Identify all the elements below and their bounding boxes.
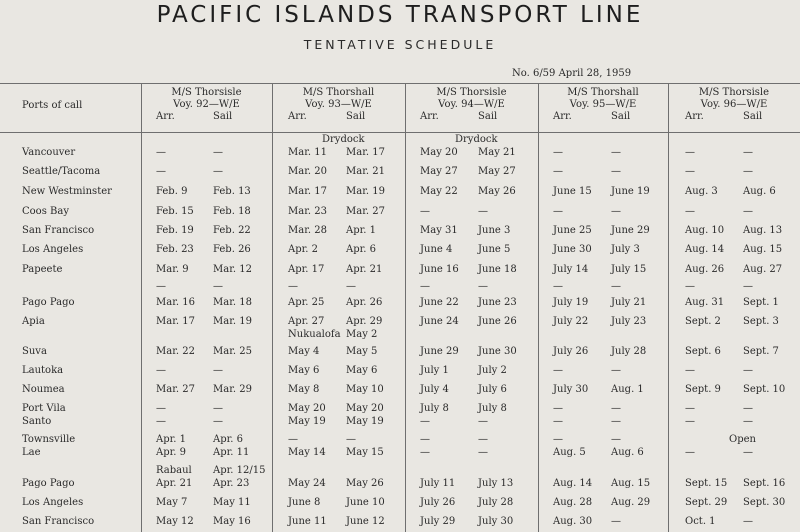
port-name: Townsville [22, 434, 76, 445]
sail-date: July 28 [478, 497, 514, 508]
arrival-date: July 4 [420, 384, 449, 395]
sail-date: Sept. 16 [743, 478, 786, 489]
arrival-date: Nukualofa [288, 329, 341, 340]
arrival-date: — [156, 403, 166, 414]
column-divider [272, 83, 273, 532]
sail-date: Aug. 15 [611, 478, 651, 489]
arrival-date: Mar. 23 [288, 206, 327, 217]
voyage-number: Voy. 92—W/E [173, 99, 240, 110]
sail-date: — [743, 147, 753, 158]
drydock-note: Drydock [322, 134, 365, 145]
sail-date: — [611, 281, 621, 292]
port-name: Suva [22, 346, 47, 357]
sail-date: June 3 [478, 225, 511, 236]
arrival-date: June 16 [420, 264, 459, 275]
drydock-note: Drydock [455, 134, 498, 145]
sail-date: July 23 [611, 316, 647, 327]
arrival-date: May 8 [288, 384, 320, 395]
sail-date: — [611, 166, 621, 177]
sail-date: Apr. 1 [346, 225, 377, 236]
arrival-date: July 26 [420, 497, 456, 508]
arrival-date: — [420, 206, 430, 217]
sail-date: Mar. 21 [346, 166, 385, 177]
sail-column-header: Sail [346, 111, 366, 122]
column-divider [141, 83, 142, 532]
arrival-date: July 22 [553, 316, 589, 327]
arrival-date: May 20 [420, 147, 458, 158]
port-name: Lautoka [22, 365, 64, 376]
sail-date: May 16 [213, 516, 251, 527]
table-top-rule [0, 83, 800, 84]
arrival-date: — [420, 434, 430, 445]
sail-date: Sept. 7 [743, 346, 779, 357]
voyage-number: Voy. 93—W/E [305, 99, 372, 110]
arrival-date: Mar. 11 [288, 147, 327, 158]
document-title: PACIFIC ISLANDS TRANSPORT LINE [156, 2, 644, 28]
sail-date: — [743, 281, 753, 292]
arrival-date: June 15 [553, 186, 592, 197]
sail-date: July 13 [478, 478, 514, 489]
sail-date: Aug. 29 [611, 497, 651, 508]
arrival-date: — [685, 281, 695, 292]
port-name: San Francisco [22, 516, 95, 527]
sail-date: June 18 [478, 264, 517, 275]
sail-column-header: Sail [743, 111, 763, 122]
port-name: San Francisco [22, 225, 95, 236]
port-name: Coos Bay [22, 206, 69, 217]
sail-date: — [478, 206, 488, 217]
port-name: Seattle/Tacoma [22, 166, 101, 177]
arrival-date: — [685, 447, 695, 458]
arrival-date: Sept. 9 [685, 384, 721, 395]
sail-date: Apr. 12/15 [213, 465, 266, 476]
arrival-date: — [288, 434, 298, 445]
arrival-date: — [288, 281, 298, 292]
arrival-date: May 22 [420, 186, 458, 197]
arrival-date: June 25 [553, 225, 592, 236]
sail-date: — [611, 434, 621, 445]
arrival-date: July 29 [420, 516, 456, 527]
port-name: Papeete [22, 264, 63, 275]
sail-date: May 6 [346, 365, 378, 376]
arrival-date: — [156, 281, 166, 292]
sail-date: — [346, 281, 356, 292]
sail-date: June 29 [611, 225, 650, 236]
voyage-ship-name: M/S Thorsisle [698, 87, 770, 98]
sail-date: July 30 [478, 516, 514, 527]
sail-date: July 3 [611, 244, 640, 255]
sail-date: June 19 [611, 186, 650, 197]
arrival-column-header: Arr. [288, 111, 307, 122]
sail-date: — [743, 516, 753, 527]
sail-date: Aug. 6 [743, 186, 776, 197]
voyage-ship-name: M/S Thorsisle [436, 87, 507, 98]
sail-date: Apr. 29 [346, 316, 383, 327]
arrival-date: Sept. 2 [685, 316, 721, 327]
sail-date: — [213, 403, 223, 414]
arrival-date: — [553, 206, 563, 217]
arrival-date: Feb. 23 [156, 244, 194, 255]
arrival-date: Feb. 15 [156, 206, 194, 217]
port-name: Los Angeles [22, 244, 84, 255]
sail-date: May 5 [346, 346, 378, 357]
port-name: Port Vila [22, 403, 66, 414]
arrival-date: May 4 [288, 346, 320, 357]
arrival-date: June 24 [420, 316, 459, 327]
sail-date: — [611, 365, 621, 376]
sail-date: July 2 [478, 365, 507, 376]
arrival-date: — [420, 416, 430, 427]
sail-date: Feb. 22 [213, 225, 251, 236]
sail-date: Apr. 6 [213, 434, 244, 445]
voyage-ship-name: M/S Thorshall [567, 87, 639, 98]
arrival-date: July 26 [553, 346, 589, 357]
sail-date: — [611, 516, 621, 527]
header-bottom-rule [0, 132, 800, 133]
arrival-date: June 29 [420, 346, 459, 357]
arrival-date: Apr. 27 [288, 316, 325, 327]
arrival-date: Aug. 14 [553, 478, 593, 489]
arrival-date: — [156, 365, 166, 376]
sail-date: — [611, 403, 621, 414]
port-name: Los Angeles [22, 497, 84, 508]
arrival-date: Aug. 31 [685, 297, 725, 308]
arrival-date: May 7 [156, 497, 188, 508]
arrival-date: — [553, 403, 563, 414]
voyage-number: Voy. 94—W/E [438, 99, 505, 110]
arrival-date: Apr. 17 [288, 264, 325, 275]
sail-date: May 20 [346, 403, 384, 414]
sail-date: Aug. 27 [743, 264, 783, 275]
arrival-date: May 6 [288, 365, 320, 376]
arrival-date: — [420, 281, 430, 292]
reference-number: No. 6/59 April 28, 1959 [512, 68, 632, 79]
sail-date: — [213, 166, 223, 177]
port-name: New Westminster [22, 186, 112, 197]
sail-date: Apr. 26 [346, 297, 383, 308]
arrival-date: Sept. 29 [685, 497, 728, 508]
arrival-date: Sept. 15 [685, 478, 728, 489]
sail-date: Mar. 12 [213, 264, 252, 275]
port-name: Apia [22, 316, 45, 327]
arrival-date: — [553, 365, 563, 376]
arrival-date: June 4 [420, 244, 453, 255]
sail-date: Feb. 13 [213, 186, 251, 197]
arrival-date: Oct. 1 [685, 516, 716, 527]
sail-date: May 15 [346, 447, 384, 458]
sail-date: Mar. 17 [346, 147, 385, 158]
sail-date: May 26 [478, 186, 516, 197]
sail-date: Aug. 1 [611, 384, 644, 395]
port-name: Pago Pago [22, 297, 75, 308]
arrival-date: Rabaul [156, 465, 192, 476]
sail-date: — [743, 365, 753, 376]
ports-column-header: Ports of call [22, 100, 83, 111]
arrival-date: — [156, 147, 166, 158]
sail-date: June 12 [346, 516, 385, 527]
open-note: Open [729, 434, 756, 445]
arrival-date: Feb. 9 [156, 186, 188, 197]
sail-date: — [743, 206, 753, 217]
arrival-date: — [685, 403, 695, 414]
arrival-date: Aug. 28 [553, 497, 593, 508]
voyage-ship-name: M/S Thorshall [302, 87, 375, 98]
sail-date: — [611, 416, 621, 427]
sail-date: — [213, 365, 223, 376]
arrival-date: — [156, 416, 166, 427]
arrival-date: June 8 [288, 497, 321, 508]
arrival-date: Apr. 1 [156, 434, 187, 445]
arrival-date: May 27 [420, 166, 458, 177]
arrival-date: May 31 [420, 225, 458, 236]
arrival-date: July 11 [420, 478, 456, 489]
sail-date: Sept. 1 [743, 297, 779, 308]
arrival-date: Mar. 17 [156, 316, 195, 327]
arrival-date: — [685, 365, 695, 376]
arrival-date: — [553, 434, 563, 445]
sail-date: — [743, 447, 753, 458]
column-divider [405, 83, 406, 532]
sail-date: — [743, 416, 753, 427]
sail-date: Mar. 19 [213, 316, 252, 327]
sail-column-header: Sail [611, 111, 631, 122]
voyage-ship-name: M/S Thorsisle [171, 87, 242, 98]
sail-date: Apr. 11 [213, 447, 250, 458]
sail-date: — [346, 434, 356, 445]
sail-date: May 27 [478, 166, 516, 177]
sail-date: — [478, 434, 488, 445]
arrival-date: Sept. 6 [685, 346, 721, 357]
sail-date: July 28 [611, 346, 647, 357]
sail-date: Mar. 27 [346, 206, 385, 217]
arrival-date: Feb. 19 [156, 225, 194, 236]
arrival-date: — [553, 166, 563, 177]
arrival-date: June 30 [553, 244, 592, 255]
sail-date: — [743, 403, 753, 414]
sail-column-header: Sail [478, 111, 498, 122]
port-name: Noumea [22, 384, 65, 395]
sail-column-header: Sail [213, 111, 233, 122]
sail-date: — [478, 416, 488, 427]
sail-date: Aug. 6 [611, 447, 644, 458]
port-name: Vancouver [22, 147, 76, 158]
sail-date: Feb. 26 [213, 244, 251, 255]
arrival-date: Mar. 17 [288, 186, 327, 197]
arrival-date: Apr. 25 [288, 297, 325, 308]
arrival-date: May 12 [156, 516, 194, 527]
arrival-date: — [553, 281, 563, 292]
sail-date: May 10 [346, 384, 384, 395]
arrival-date: July 8 [420, 403, 449, 414]
sail-date: Mar. 18 [213, 297, 252, 308]
arrival-date: May 14 [288, 447, 326, 458]
arrival-date: May 20 [288, 403, 326, 414]
sail-date: — [213, 281, 223, 292]
sail-date: Sept. 30 [743, 497, 786, 508]
sail-date: July 6 [478, 384, 507, 395]
sail-date: Mar. 25 [213, 346, 252, 357]
sail-date: Sept. 3 [743, 316, 779, 327]
arrival-date: — [553, 416, 563, 427]
column-divider [668, 83, 669, 532]
voyage-number: Voy. 95—W/E [569, 99, 637, 110]
arrival-date: July 1 [420, 365, 449, 376]
sail-date: May 11 [213, 497, 251, 508]
sail-date: May 19 [346, 416, 384, 427]
sail-date: — [743, 166, 753, 177]
arrival-date: June 11 [288, 516, 327, 527]
voyage-number: Voy. 96—W/E [700, 99, 768, 110]
sail-date: Mar. 19 [346, 186, 385, 197]
arrival-date: Mar. 16 [156, 297, 195, 308]
port-name: Santo [22, 416, 52, 427]
arrival-column-header: Arr. [685, 111, 704, 122]
sail-date: — [213, 416, 223, 427]
arrival-date: Aug. 26 [685, 264, 725, 275]
arrival-date: — [685, 166, 695, 177]
arrival-date: — [685, 147, 695, 158]
arrival-date: Mar. 27 [156, 384, 195, 395]
document-subtitle: TENTATIVE SCHEDULE [303, 37, 497, 52]
arrival-date: May 24 [288, 478, 326, 489]
arrival-date: — [685, 416, 695, 427]
sail-date: July 8 [478, 403, 507, 414]
arrival-date: Aug. 14 [685, 244, 725, 255]
arrival-date: Apr. 21 [156, 478, 193, 489]
arrival-date: Aug. 30 [553, 516, 593, 527]
arrival-date: Aug. 5 [553, 447, 586, 458]
arrival-date: June 22 [420, 297, 459, 308]
column-divider [538, 83, 539, 532]
arrival-date: Mar. 9 [156, 264, 189, 275]
sail-date: — [478, 281, 488, 292]
arrival-date: Apr. 9 [156, 447, 187, 458]
sail-date: July 21 [611, 297, 647, 308]
arrival-date: — [685, 206, 695, 217]
arrival-date: July 14 [553, 264, 589, 275]
arrival-date: Aug. 10 [685, 225, 725, 236]
sail-date: — [611, 206, 621, 217]
sail-date: June 23 [478, 297, 517, 308]
arrival-date: — [156, 166, 166, 177]
sail-date: Apr. 23 [213, 478, 250, 489]
arrival-date: Aug. 3 [685, 186, 718, 197]
arrival-date: Apr. 2 [288, 244, 319, 255]
arrival-date: — [553, 147, 563, 158]
port-name: Lae [22, 447, 41, 458]
sail-date: June 5 [478, 244, 511, 255]
arrival-date: Mar. 20 [288, 166, 327, 177]
sail-date: July 15 [611, 264, 647, 275]
sail-date: Apr. 21 [346, 264, 383, 275]
arrival-column-header: Arr. [156, 111, 175, 122]
sail-date: June 26 [478, 316, 517, 327]
sail-date: May 2 [346, 329, 378, 340]
arrival-column-header: Arr. [420, 111, 439, 122]
sail-date: — [478, 447, 488, 458]
sail-date: Sept. 10 [743, 384, 786, 395]
arrival-date: Mar. 28 [288, 225, 327, 236]
sail-date: Apr. 6 [346, 244, 377, 255]
arrival-column-header: Arr. [553, 111, 572, 122]
arrival-date: July 30 [553, 384, 589, 395]
sail-date: June 30 [478, 346, 517, 357]
port-name: Pago Pago [22, 478, 75, 489]
sail-date: Mar. 29 [213, 384, 252, 395]
sail-date: Aug. 13 [743, 225, 783, 236]
arrival-date: July 19 [553, 297, 589, 308]
arrival-date: Mar. 22 [156, 346, 195, 357]
arrival-date: May 19 [288, 416, 326, 427]
sail-date: — [213, 147, 223, 158]
sail-date: May 26 [346, 478, 384, 489]
sail-date: Aug. 15 [743, 244, 783, 255]
sail-date: Feb. 18 [213, 206, 251, 217]
sail-date: May 21 [478, 147, 516, 158]
sail-date: — [611, 147, 621, 158]
arrival-date: — [420, 447, 430, 458]
sail-date: June 10 [346, 497, 385, 508]
